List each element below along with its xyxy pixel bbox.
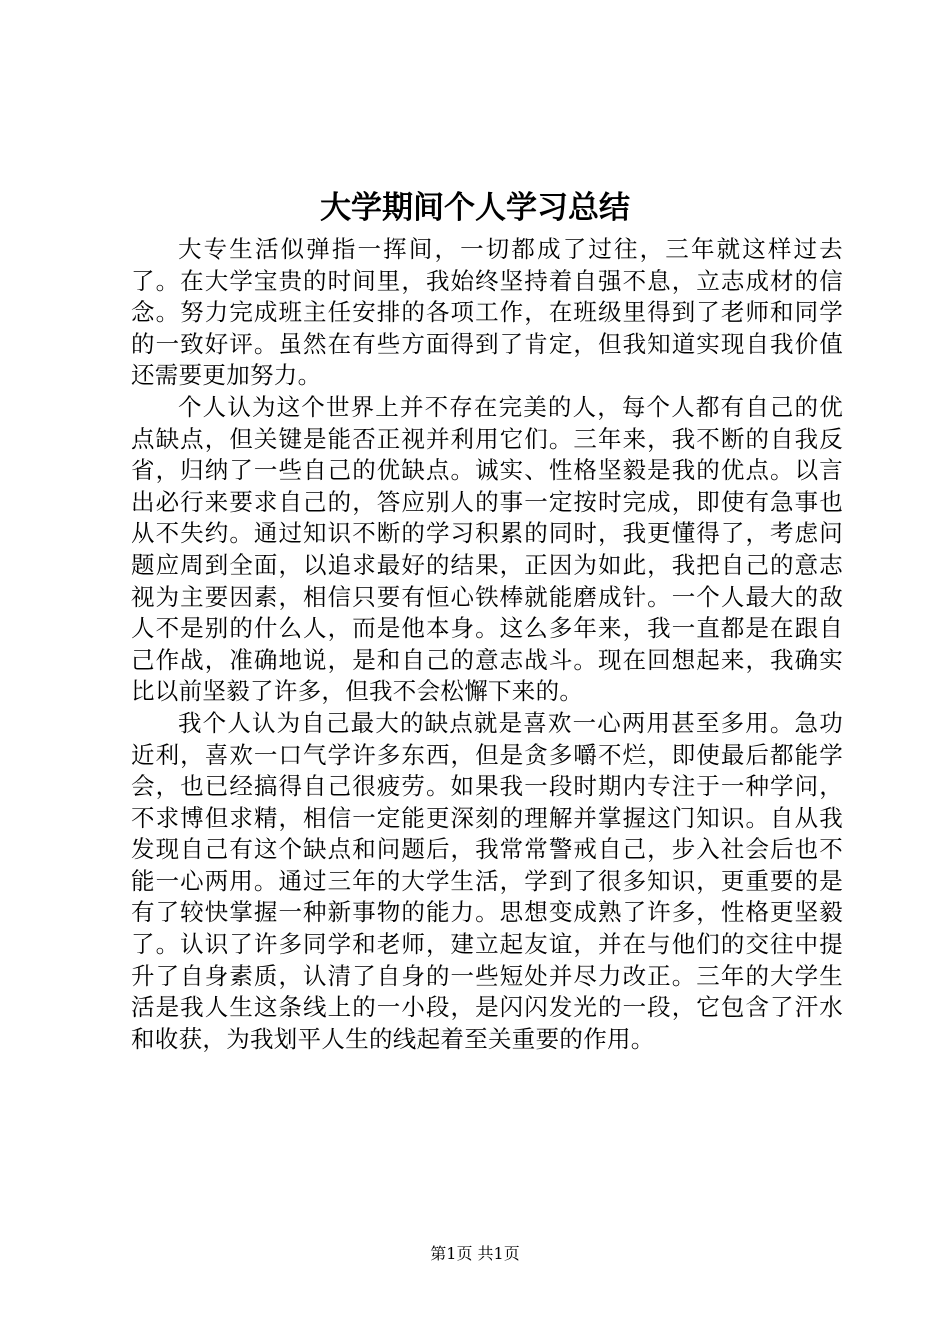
- document-body: [131, 234, 843, 1055]
- paragraph-2: 个人认为这个世界上并不存在完美的人，每个人都有自己的优点缺点，但关键是能否正视并利用它们。三年来，我不断的自我反省，归纳了一些自己的优缺点。诚实、性格坚毅是我的优点。以言出必行来要求自己的，答应别人的事一定按时完成，即使有急事也从不失约。通过知识不断的学习积累的同时，我更懂得了，考虑问题应周到全面，以追求最好的结果，正因为如此，我把自己的意志视为主要因素，相信只要有恒心铁棒就能磨成针。一个人最大的敌人不是别的什么人，而是他本身。这么多年来，我一直都是在跟自己作战，准确地说，是和自己的意志战斗。现在回想起来，我确实比以前坚毅了许多，但我不会松懈下来的。: [131, 392, 843, 706]
- paragraph-1: 大专生活似弹指一挥间，一切都成了过往，三年就这样过去了。在大学宝贵的时间里，我始终坚持着自强不息，立志成材的信念。努力完成班主任安排的各项工作，在班级里得到了老师和同学的一致好评。虽然在有些方面得到了肯定，但我知道实现自我价值还需要更加努力。: [131, 235, 843, 390]
- paragraph-3: 我个人认为自己最大的缺点就是喜欢一心两用甚至多用。急功近利，喜欢一口气学许多东西，但是贪多嚼不烂，即使最后都能学会，也已经搞得自己很疲劳。如果我一段时期内专注于一种学问，不求博但求精，相信一定能更深刻的理解并掌握这门知识。自从我发现自己有这个缺点和问题后，我常常警戒自己，步入社会后也不能一心两用。通过三年的大学生活，学到了很多知识，更重要的是有了较快掌握一种新事物的能力。思想变成熟了许多，性格更坚毅了。认识了许多同学和老师，建立起友谊，并在与他们的交往中提升了自身素质，认清了自身的一些短处并尽力改正。三年的大学生活是我人生这条线上的一小段，是闪闪发光的一段，它包含了汗水和收获，为我划平人生的线起着至关重要的作用。: [131, 708, 843, 1053]
- document-title: 大学期间个人学习总结: [320, 190, 630, 226]
- page-footer: 第1页 共1页: [430, 1244, 520, 1263]
